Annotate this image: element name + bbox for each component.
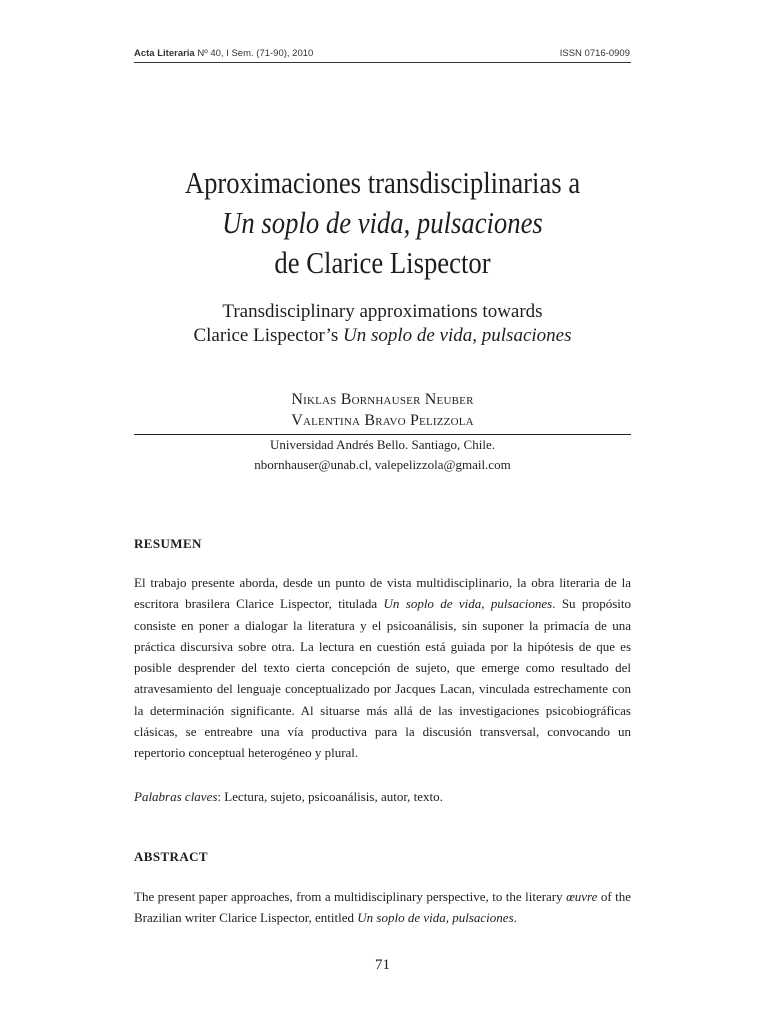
journal-citation — [134, 48, 313, 59]
header-rule — [134, 62, 631, 63]
resumen-text-part-2: . Su propósito consiste en poner a dialogar la literatura y el psicoanálisis, sin suponer la primacía de una práctica discursiva sobre otra. La lectura en cuestión está guiada por la hipótesis de que es posible desprender del texto cierta concepción de sujeto, que emerge como resultado del atravesamiento del lenguaje conceptualizado por Jacques Lacan, vinculada estrechamente con la determinación significante. Al situarse más allá de las investigaciones psicobiográficas clásicas, se entreabre una vía productiva para la discusión transversal, convocando un repertorio conceptual heterogéneo y plural. — [134, 596, 631, 761]
resumen-text-italic: Un soplo de vida, pulsaciones — [383, 596, 553, 612]
subtitle-line-2-italic: Un soplo de vida, pulsaciones — [342, 325, 572, 346]
author-list — [134, 389, 631, 431]
title-line-2: Un soplo de vida, pulsaciones — [222, 205, 543, 240]
issn: ISSN 0716-0909 — [559, 48, 630, 59]
abstract-text — [134, 886, 631, 929]
resumen-text — [134, 572, 631, 764]
article-title — [169, 163, 596, 283]
resumen-text-part-1: El trabajo presente aborda, desde un punto de vista multidisciplinario, la obra literaria de la escritora brasilera Clarice Lispector, titulada — [134, 575, 631, 612]
running-header — [134, 48, 630, 59]
abstract-text-italic-1: œuvre — [566, 889, 598, 904]
keywords-text: : Lectura, sujeto, psicoanálisis, autor, texto. — [217, 789, 443, 804]
subtitle-line-2 — [134, 324, 631, 348]
title-line-3: de Clarice Lispector — [274, 245, 491, 280]
abstract-text-part-3: . — [513, 910, 517, 926]
abstract-heading: ABSTRACT — [134, 849, 208, 864]
author-emails: nbornhauser@unab.cl, valepelizzola@gmail.com — [254, 457, 511, 472]
journal-info: Nº 40, I Sem. (71-90), 2010 — [197, 48, 314, 59]
author-1: Niklas Bornhauser Neuber — [291, 391, 474, 408]
author-2: Valentina Bravo Pelizzola — [291, 412, 474, 429]
title-line-1: Aproximaciones transdisciplinarias a — [184, 165, 581, 200]
page-number: 71 — [375, 957, 390, 973]
keywords — [134, 787, 631, 807]
journal-name: Acta Literaria — [134, 48, 195, 59]
abstract-text-part-1: The present paper approaches, from a multidisciplinary perspective, to the literary — [134, 889, 567, 904]
subtitle-line-1: Transdisciplinary approximations towards — [222, 301, 543, 322]
affiliation: Universidad Andrés Bello. Santiago, Chile. — [270, 437, 495, 452]
article-subtitle — [134, 300, 631, 348]
abstract-text-part-2: of the Brazilian writer Clarice Lispector, entitled — [134, 889, 631, 926]
keywords-label: Palabras claves — [134, 789, 218, 804]
affiliation-block — [134, 435, 631, 475]
subtitle-line-2-prefix: Clarice Lispector’s — [193, 325, 343, 346]
abstract-text-italic-2: Un soplo de vida, pulsaciones — [357, 910, 514, 926]
resumen-heading: RESUMEN — [134, 536, 202, 551]
